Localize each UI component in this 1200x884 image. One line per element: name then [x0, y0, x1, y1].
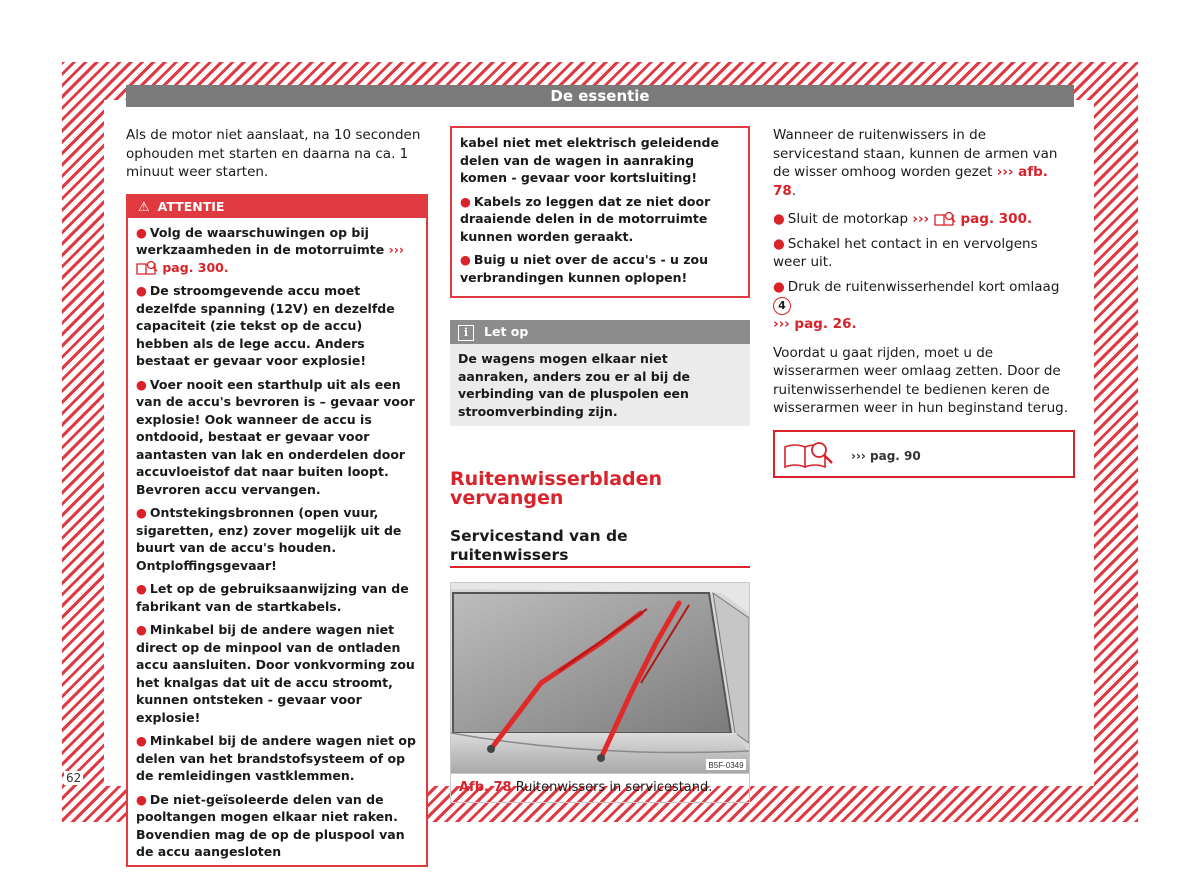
- page-header: De essentie: [126, 85, 1074, 107]
- bullet-icon: ●: [773, 278, 785, 295]
- figure-caption: [451, 773, 749, 802]
- note-header: [450, 320, 750, 344]
- page-number: 62: [66, 771, 82, 785]
- warning-body: [128, 218, 426, 865]
- figure-label: Afb. 78: [459, 780, 512, 795]
- column-middle: [450, 126, 750, 803]
- page-ref-link[interactable]: ››› pag. 300.: [136, 242, 404, 275]
- book-search-icon: [934, 211, 956, 227]
- figure-78: [450, 582, 750, 803]
- column-right: [773, 126, 1075, 478]
- warning-box-continued: [450, 126, 750, 298]
- figure-code: B5F-0349: [708, 761, 744, 770]
- intro-paragraph: Als de motor niet aanslaat, na 10 seconden ophouden met starten en daarna na ca. 1 minuut weer starten.: [126, 127, 421, 180]
- bullet-icon: ●: [136, 224, 147, 240]
- callout-number: 4: [773, 297, 791, 315]
- warning-item: ● Kabels zo leggen dat ze niet door draaiende delen in de motorruimte kunnen worden geraakt.: [460, 193, 711, 244]
- column-left: [126, 126, 428, 867]
- figure-ref-link[interactable]: ››› afb. 78: [773, 164, 1048, 199]
- figure-caption-text: Ruitenwissers in servicestand.: [515, 780, 713, 795]
- book-search-icon: [783, 439, 835, 471]
- warning-triangle-icon: ⚠: [138, 199, 150, 215]
- bullet-icon: ●: [136, 622, 147, 637]
- bullet-icon: ●: [773, 235, 785, 252]
- warning-item: ● De stroomgevende accu moet dezelfde spanning (12V) en dezelfde capaciteit (zie tekst op de accu) hebben als de lege accu. Anders bestaat er gevaar voor explosie!: [136, 283, 395, 368]
- bullet-icon: ●: [136, 283, 147, 298]
- bullet-icon: ●: [460, 193, 471, 209]
- bullet-icon: ●: [136, 581, 147, 596]
- warning-header: [128, 196, 426, 218]
- reference-box[interactable]: [773, 430, 1075, 478]
- warning-item: ● Ontstekingsbronnen (open vuur, sigaretten, enz) zover mogelijk uit de buurt van de accu's houden. Ontploffingsgevaar!: [136, 505, 402, 573]
- section-title: Ruitenwisserbladen vervangen: [450, 468, 663, 509]
- warning-box: [126, 194, 428, 867]
- warning-item: ● Let op de gebruiksaanwijzing van de fabrikant van de startkabels.: [136, 581, 409, 614]
- note-body: De wagens mogen elkaar niet aanraken, anders zou er al bij de verbinding van de pluspolen een stroomverbinding zijn.: [458, 351, 691, 419]
- warning-lead: kabel niet met elektrisch geleidende delen van de wagen in aanraking komen - gevaar voor kortsluiting!: [460, 135, 719, 185]
- intro-paragraph: Wanneer de ruitenwissers in de servicestand staan, kunnen de armen van de wisser omhoog worden gezet ››› afb. 78.: [773, 127, 1058, 199]
- page-ref-link[interactable]: ››› pag. 26.: [773, 316, 857, 332]
- info-icon: i: [458, 325, 474, 341]
- page-ref-link[interactable]: ››› pag. 300.: [912, 211, 1033, 227]
- reference-text: ››› pag. 90: [851, 448, 921, 463]
- bullet-icon: ●: [136, 733, 147, 748]
- bullet-icon: ●: [460, 252, 471, 267]
- bullet-icon: ●: [136, 376, 147, 392]
- warning-item: ● Buig u niet over de accu's - u zou verbrandingen kunnen oplopen!: [460, 252, 709, 285]
- step-item: ● Sluit de motorkap ››› pag. 300.: [773, 211, 1033, 227]
- warning-item: ● Volg de waarschuwingen op bij werkzaamheden in de motorruimte ››› pag. 300.: [136, 224, 405, 275]
- windshield-wipers-illustration: [451, 583, 749, 773]
- note-box: [450, 320, 750, 426]
- warning-title: ATTENTIE: [157, 198, 225, 214]
- bullet-icon: ●: [136, 505, 147, 520]
- note-title: Let op: [484, 324, 529, 339]
- warning-item: ● De niet-geïsoleerde delen van de pooltangen mogen elkaar niet raken. Bovendien mag de op de pluspool van de accu aangesloten: [136, 791, 405, 859]
- outro-paragraph: Voordat u gaat rijden, moet u de wisserarmen weer omlaag zetten. Door de ruitenwisserhendel te bedienen keren de wisserarmen weer in hun beginstand terug.: [773, 344, 1068, 416]
- step-item: ● Druk de ruitenwisserhendel kort omlaag 4 ››› pag. 26.: [773, 278, 1060, 332]
- bullet-icon: ●: [773, 211, 785, 227]
- warning-item: ● Minkabel bij de andere wagen niet op delen van het brandstofsysteem of op de remleidingen vastklemmen.: [136, 733, 416, 783]
- warning-item: ● Minkabel bij de andere wagen niet direct op de minpool van de ontladen accu aansluiten. Door vonkvorming zou het knalgas dat uit de accu stroomt, kunnen ontsteken - gevaar voor explosie!: [136, 622, 415, 725]
- step-item: ● Schakel het contact in en vervolgens weer uit.: [773, 235, 1038, 270]
- warning-item: ● Voer nooit een starthulp uit als een van de accu's bevroren is – gevaar voor explosie! Ook wanneer de accu is ontdooid, bestaat er gevaar voor aantasten van lak en onderdelen door accuvloeistof dat naar buiten loopt. Bevroren accu vervangen.: [136, 376, 415, 497]
- sub-title: Servicestand van de ruitenwissers: [450, 527, 750, 568]
- bullet-icon: ●: [136, 791, 147, 807]
- book-search-icon: [136, 260, 158, 276]
